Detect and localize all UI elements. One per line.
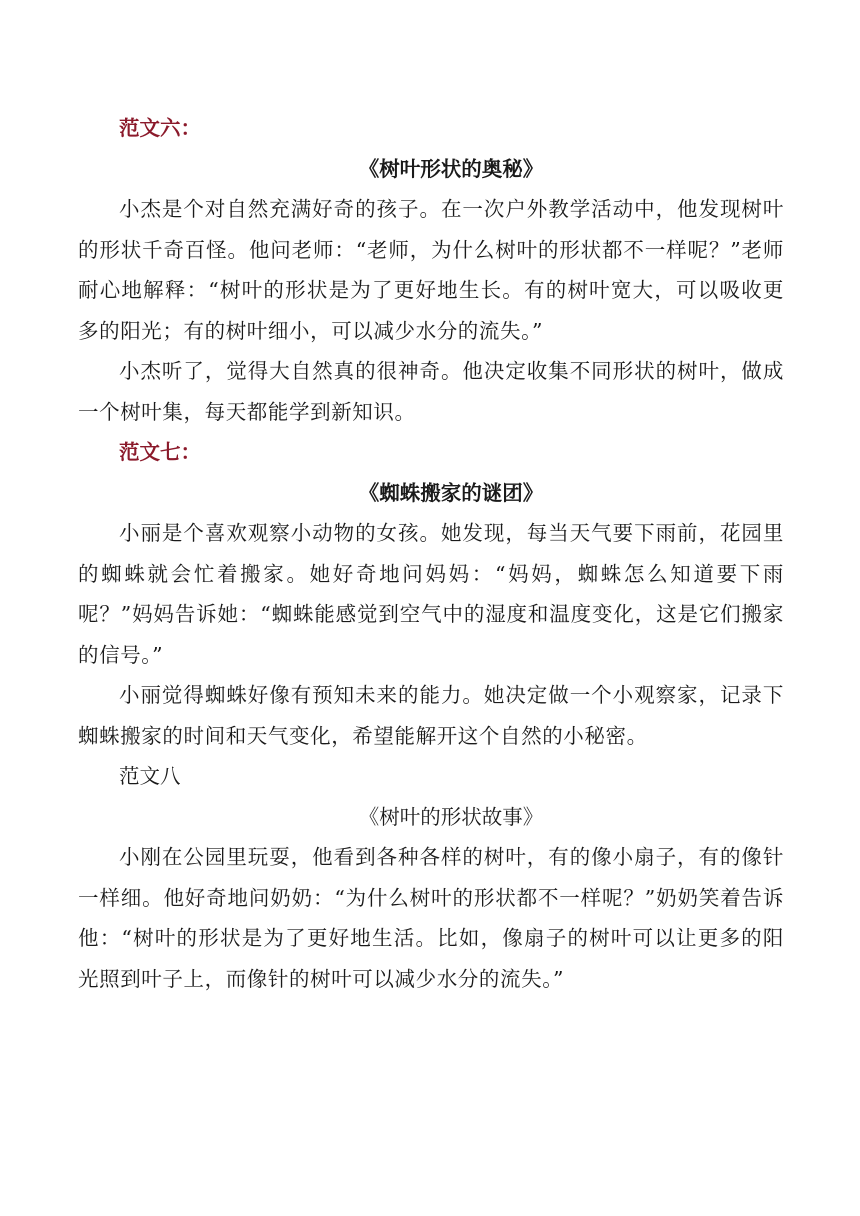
section-title: 《树叶形状的奥秘》 — [358, 156, 544, 181]
section-heading: 范文七： — [119, 440, 201, 464]
document-body — [78, 108, 784, 999]
paragraph: 小刚在公园里玩耍，他看到各种各样的树叶，有的像小扇子，有的像针一样细。他好奇地问奶奶：“为什么树叶的形状都不一样呢？”奶奶笑着告诉他：“树叶的形状是为了更好地生活。比如，像扇子的树叶可以让更多的阳光照到叶子上，而像针的树叶可以减少水分的流失。” — [78, 845, 784, 991]
paragraph: 小杰听了，觉得大自然真的很神奇。他决定收集不同形状的树叶，做成一个树叶集，每天都能学到新知识。 — [78, 359, 784, 424]
paragraph: 小杰是个对自然充满好奇的孩子。在一次户外教学活动中，他发现树叶的形状千奇百怪。他问老师：“老师，为什么树叶的形状都不一样呢？”老师耐心地解释：“树叶的形状是为了更好地生长。有的树叶宽大，可以吸收更多的阳光；有的树叶细小，可以减少水分的流失。” — [78, 197, 784, 343]
section-title: 《树叶的形状故事》 — [358, 804, 544, 829]
section-title: 《蜘蛛搬家的谜团》 — [358, 480, 544, 505]
section-heading: 范文八 — [119, 764, 181, 788]
paragraph: 小丽觉得蜘蛛好像有预知未来的能力。她决定做一个小观察家，记录下蜘蛛搬家的时间和天气变化，希望能解开这个自然的小秘密。 — [78, 683, 784, 748]
section-heading: 范文六： — [119, 116, 201, 140]
paragraph: 小丽是个喜欢观察小动物的女孩。她发现，每当天气要下雨前，花园里的蜘蛛就会忙着搬家。她好奇地问妈妈：“妈妈，蜘蛛怎么知道要下雨呢？”妈妈告诉她：“蜘蛛能感觉到空气中的湿度和温度变化，这是它们搬家的信号。” — [78, 521, 784, 667]
